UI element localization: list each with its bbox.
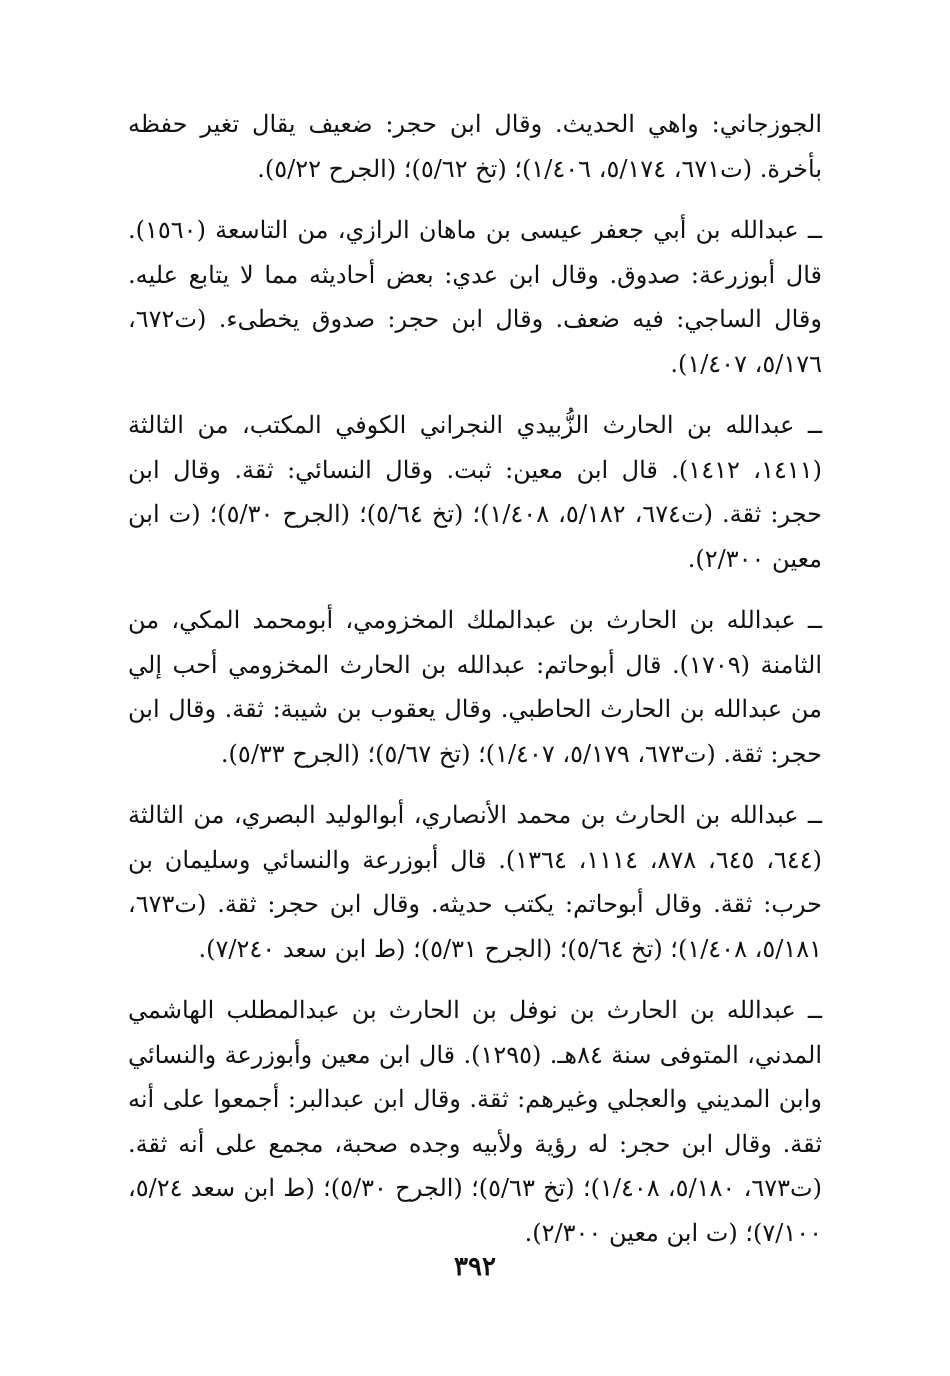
entry-abdullah-ibn-al-harith-al-makhzumi <box>128 598 822 776</box>
page-number: ٣٩٢ <box>454 1252 496 1282</box>
entry-text: الجوزجاني: واهي الحديث. وقال ابن حجر: ضعيف يقال تغير حفظه بأخرة. (ت٦٧١، ٥/١٧٤، ١/٤٠٦)؛ (تخ ٥/٦٢)؛ (الجرح ٥/٢٢). <box>128 110 822 183</box>
entry-text: ــ عبدالله بن الحارث بن عبدالملك المخزومي، أبومحمد المكي، من الثامنة (١٧٠٩). قال أبوحاتم: عبدالله بن الحارث المخزومي أحب إلي من عبدالله بن الحارث الحاطبي. وقال يعقوب بن شيبة: ثقة. وقال ابن حجر: ثقة. (ت٦٧٣، ٥/١٧٩، ١/٤٠٧)؛ (تخ ٥/٦٧)؛ (الجرح ٥/٣٣). <box>128 606 823 768</box>
entry-text: ــ عبدالله بن الحارث بن محمد الأنصاري، أبوالوليد البصري، من الثالثة (٦٤٤، ٦٤٥، ٨٧٨، ١١١٤، ١٣٦٤). قال أبوزرعة والنسائي وسليمان بن حرب: ثقة. وقال أبوحاتم: يكتب حديثه. وقال ابن حجر: ثقة. (ت٦٧٣، ٥/١٨١، ١/٤٠٨)؛ (تخ ٥/٦٤)؛ (الجرح ٥/٣١)؛ (ط ابن سعد ٧/٢٤٠). <box>128 801 823 963</box>
entry-text: ــ عبدالله بن أبي جعفر عيسى بن ماهان الرازي، من التاسعة (١٥٦٠). قال أبوزرعة: صدوق. وقال ابن عدي: بعض أحاديثه مما لا يتابع عليه. وقال الساجي: فيه ضعف. وقال ابن حجر: صدوق يخطىء. (ت٦٧٢، ٥/١٧٦، ١/٤٠٧). <box>128 216 822 378</box>
entry-abdullah-ibn-abi-jafar <box>128 208 822 386</box>
entry-continuation <box>128 102 822 191</box>
entry-abdullah-ibn-al-harith-ibn-nawfal <box>128 988 822 1255</box>
entry-abdullah-ibn-al-harith-az-zubaydi <box>128 403 822 581</box>
entry-abdullah-ibn-al-harith-al-ansari <box>128 793 822 971</box>
entry-text: ــ عبدالله بن الحارث الزُّبيدي النجراني الكوفي المكتب، من الثالثة (١٤١١، ١٤١٢). قال ابن معين: ثبت. وقال النسائي: ثقة. وقال ابن حجر: ثقة. (ت٦٧٤، ٥/١٨٢، ١/٤٠٨)؛ (تخ ٥/٦٤)؛ (الجرح ٥/٣٠)؛ (ت ابن معين ٢/٣٠٠). <box>128 411 823 573</box>
entry-text: ــ عبدالله بن الحارث بن نوفل بن الحارث بن عبدالمطلب الهاشمي المدني، المتوفى سنة ٨٤هـ. (١٢٩٥). قال ابن معين وأبوزرعة والنسائي وابن المديني والعجلي وغيرهم: ثقة. وقال ابن عبدالبر: أجمعوا على أنه ثقة. وقال ابن حجر: له رؤية ولأبيه وجده صحبة، مجمع على أنه ثقة. (ت٦٧٣، ٥/١٨٠، ١/٤٠٨)؛ (تخ ٥/٦٣)؛ (الجرح ٥/٣٠)؛ (ط ابن سعد ٥/٢٤، ٧/١٠٠)؛ (ت ابن معين ٢/٣٠٠). <box>128 996 823 1247</box>
